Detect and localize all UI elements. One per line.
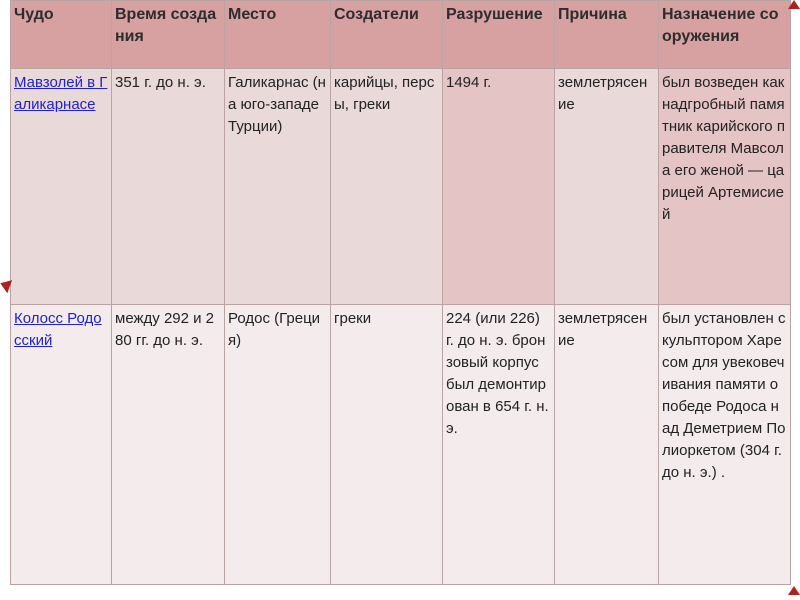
table-row [11, 69, 791, 305]
header-row [11, 1, 791, 69]
wonder-link[interactable]: Колосс Родосский [14, 310, 102, 349]
cell-time: между 292 и 280 гг. до н. э. [112, 305, 225, 585]
header-cause: Причина [555, 1, 659, 69]
cell-wonder [11, 69, 112, 305]
cell-purpose: был установлен скульптором Харесом для увековечивания памяти о победе Родоса над Деметрием Полиоркетом (304 г. до н. э.) . [659, 305, 791, 585]
header-wonder: Чудо [11, 1, 112, 69]
cell-cause: землетрясение [555, 305, 659, 585]
decorative-triangle-icon [788, 586, 800, 595]
header-place: Место [225, 1, 331, 69]
header-purpose: Назначение сооружения [659, 1, 791, 69]
cell-purpose: был возведен как надгробный памятник карийского правителя Мавсола его женой — царицей Артемисией [659, 69, 791, 305]
wonders-table [10, 0, 791, 585]
header-destruction: Разрушение [443, 1, 555, 69]
cell-destruction: 1494 г. [443, 69, 555, 305]
header-time: Время создания [112, 1, 225, 69]
cell-place: Родос (Греция) [225, 305, 331, 585]
decorative-triangle-icon [788, 0, 800, 9]
cell-time: 351 г. до н. э. [112, 69, 225, 305]
cell-creators: карийцы, персы, греки [331, 69, 443, 305]
wonder-link[interactable]: Мавзолей в Галикарнасе [14, 74, 108, 113]
cell-cause: землетрясение [555, 69, 659, 305]
table-row [11, 305, 791, 585]
cell-destruction: 224 (или 226) г. до н. э. бронзовый корпус был демонтирован в 654 г. н. э. [443, 305, 555, 585]
cell-place: Галикарнас (на юго-западе Турции) [225, 69, 331, 305]
cell-creators: греки [331, 305, 443, 585]
header-creators: Создатели [331, 1, 443, 69]
cell-wonder [11, 305, 112, 585]
